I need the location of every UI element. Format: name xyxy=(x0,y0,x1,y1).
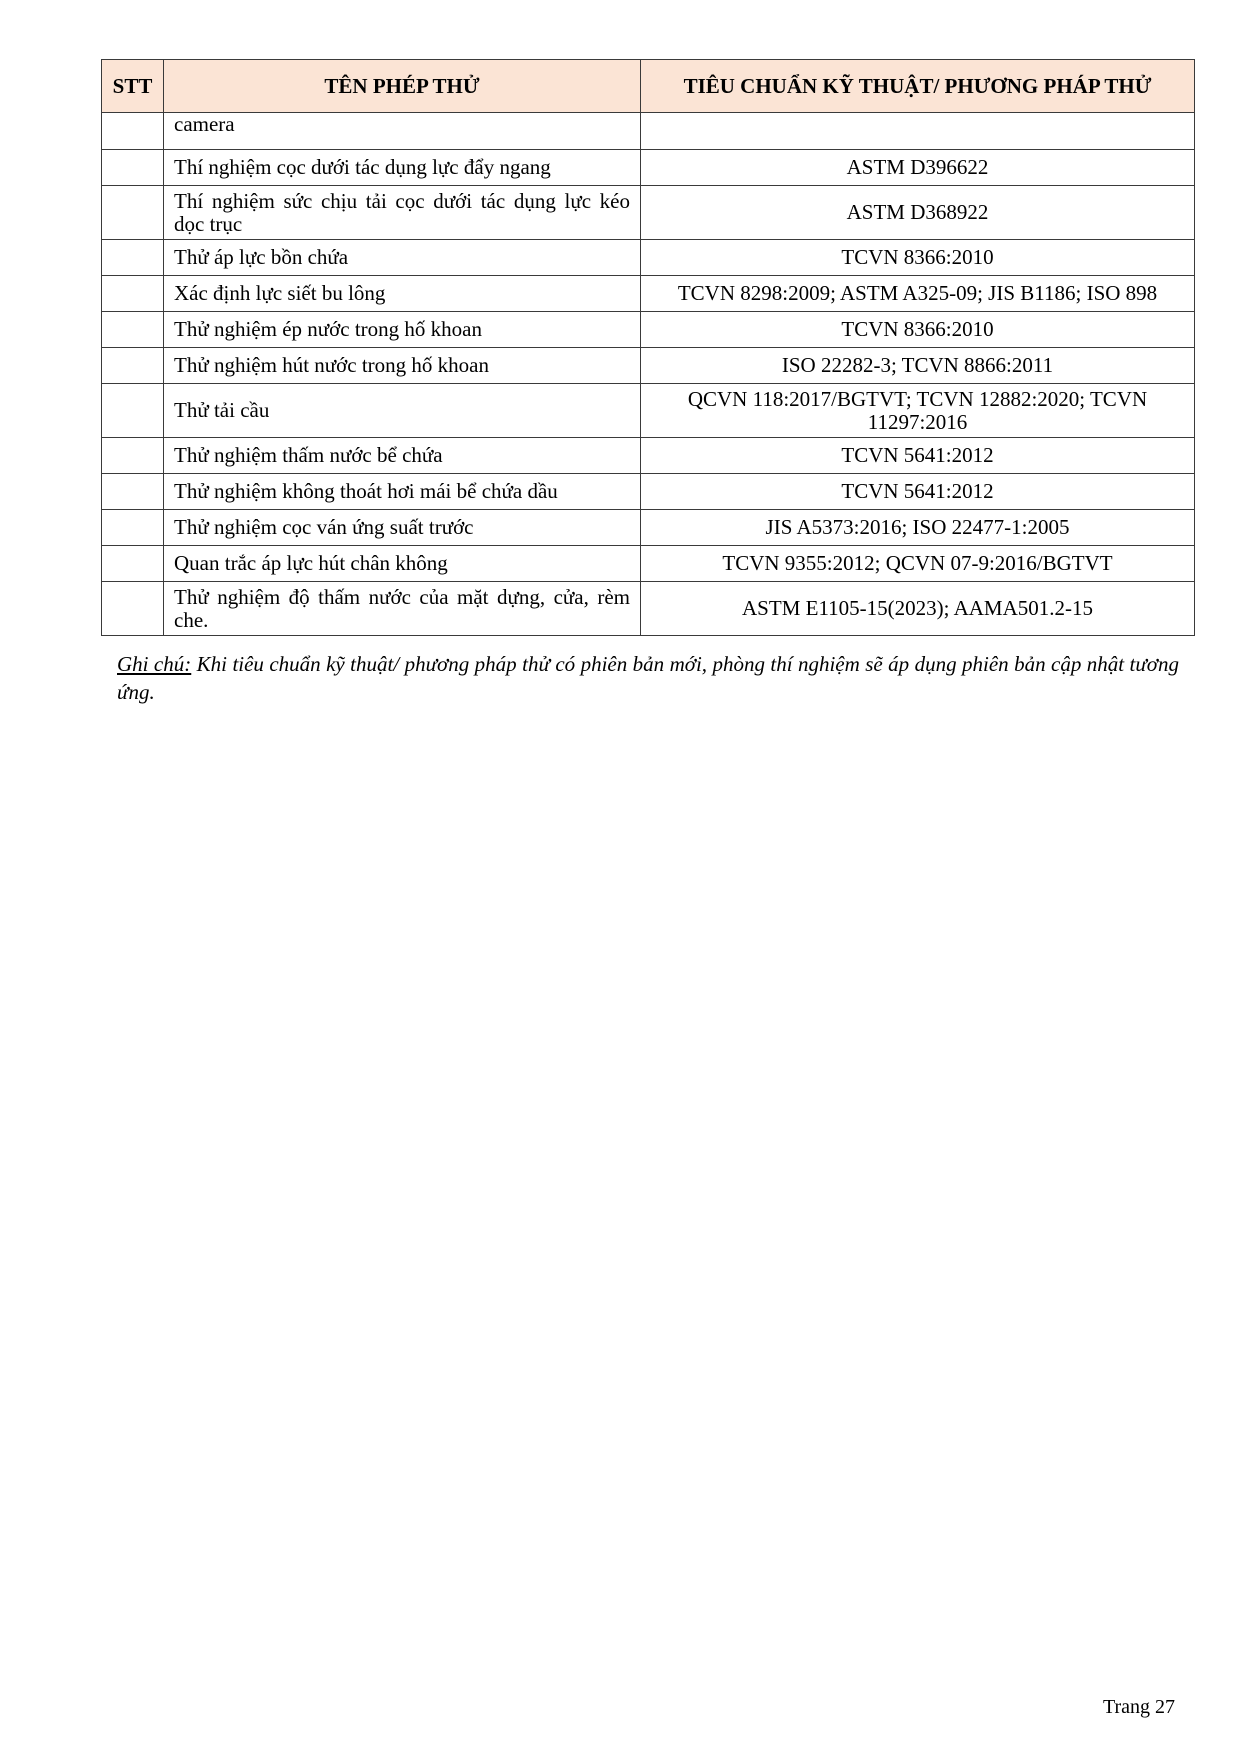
table-row xyxy=(102,582,1195,636)
footnote-label: Ghi chú: xyxy=(117,652,192,676)
row-standard: ASTM D368922 xyxy=(641,186,1195,240)
row-standard xyxy=(641,113,1195,150)
table-row xyxy=(102,186,1195,240)
row-standard: JIS A5373:2016; ISO 22477-1:2005 xyxy=(641,510,1195,546)
header-standard: TIÊU CHUẨN KỸ THUẬT/ PHƯƠNG PHÁP THỬ xyxy=(641,60,1195,113)
row-stt xyxy=(102,438,164,474)
row-standard: TCVN 5641:2012 xyxy=(641,474,1195,510)
row-standard: TCVN 8366:2010 xyxy=(641,312,1195,348)
row-stt xyxy=(102,150,164,186)
row-stt xyxy=(102,312,164,348)
row-test-name: Thử nghiệm ép nước trong hố khoan xyxy=(164,312,641,348)
row-test-name: camera xyxy=(164,113,641,150)
table-header-row xyxy=(102,60,1195,113)
row-standard: TCVN 8366:2010 xyxy=(641,240,1195,276)
row-stt xyxy=(102,510,164,546)
table-row xyxy=(102,438,1195,474)
table-row xyxy=(102,474,1195,510)
row-stt xyxy=(102,582,164,636)
header-stt: STT xyxy=(102,60,164,113)
row-test-name: Thử nghiệm không thoát hơi mái bể chứa dầu xyxy=(164,474,641,510)
table-row xyxy=(102,113,1195,150)
row-standard: TCVN 5641:2012 xyxy=(641,438,1195,474)
row-test-name: Thử nghiệm hút nước trong hố khoan xyxy=(164,348,641,384)
row-stt xyxy=(102,348,164,384)
table-row xyxy=(102,546,1195,582)
row-stt xyxy=(102,186,164,240)
row-standard: QCVN 118:2017/BGTVT; TCVN 12882:2020; TCVN 11297:2016 xyxy=(641,384,1195,438)
row-test-name: Thử nghiệm cọc ván ứng suất trước xyxy=(164,510,641,546)
row-stt xyxy=(102,113,164,150)
table-row xyxy=(102,510,1195,546)
footnote xyxy=(117,650,1179,706)
row-test-name: Thử nghiệm thấm nước bể chứa xyxy=(164,438,641,474)
row-test-name: Thử áp lực bồn chứa xyxy=(164,240,641,276)
row-standard: ISO 22282-3; TCVN 8866:2011 xyxy=(641,348,1195,384)
row-test-name: Thử nghiệm độ thấm nước của mặt dựng, cửa, rèm che. xyxy=(164,582,641,636)
row-stt xyxy=(102,546,164,582)
row-stt xyxy=(102,474,164,510)
test-standards-table xyxy=(101,59,1195,636)
row-stt xyxy=(102,276,164,312)
table-row xyxy=(102,240,1195,276)
footnote-text: Khi tiêu chuẩn kỹ thuật/ phương pháp thử có phiên bản mới, phòng thí nghiệm sẽ áp dụng phiên bản cập nhật tương ứng. xyxy=(117,652,1179,704)
row-standard: ASTM D396622 xyxy=(641,150,1195,186)
row-standard: ASTM E1105-15(2023); AAMA501.2-15 xyxy=(641,582,1195,636)
row-standard: TCVN 9355:2012; QCVN 07-9:2016/BGTVT xyxy=(641,546,1195,582)
row-stt xyxy=(102,384,164,438)
table-row xyxy=(102,384,1195,438)
table-row xyxy=(102,276,1195,312)
table-row xyxy=(102,348,1195,384)
table-row xyxy=(102,150,1195,186)
row-test-name: Quan trắc áp lực hút chân không xyxy=(164,546,641,582)
row-standard: TCVN 8298:2009; ASTM A325-09; JIS B1186; ISO 898 xyxy=(641,276,1195,312)
table-row xyxy=(102,312,1195,348)
row-stt xyxy=(102,240,164,276)
row-test-name: Thí nghiệm sức chịu tải cọc dưới tác dụng lực kéo dọc trục xyxy=(164,186,641,240)
row-test-name: Thí nghiệm cọc dưới tác dụng lực đẩy ngang xyxy=(164,150,641,186)
row-test-name: Xác định lực siết bu lông xyxy=(164,276,641,312)
header-test-name: TÊN PHÉP THỬ xyxy=(164,60,641,113)
page-number: Trang 27 xyxy=(1102,1696,1175,1718)
row-test-name: Thử tải cầu xyxy=(164,384,641,438)
